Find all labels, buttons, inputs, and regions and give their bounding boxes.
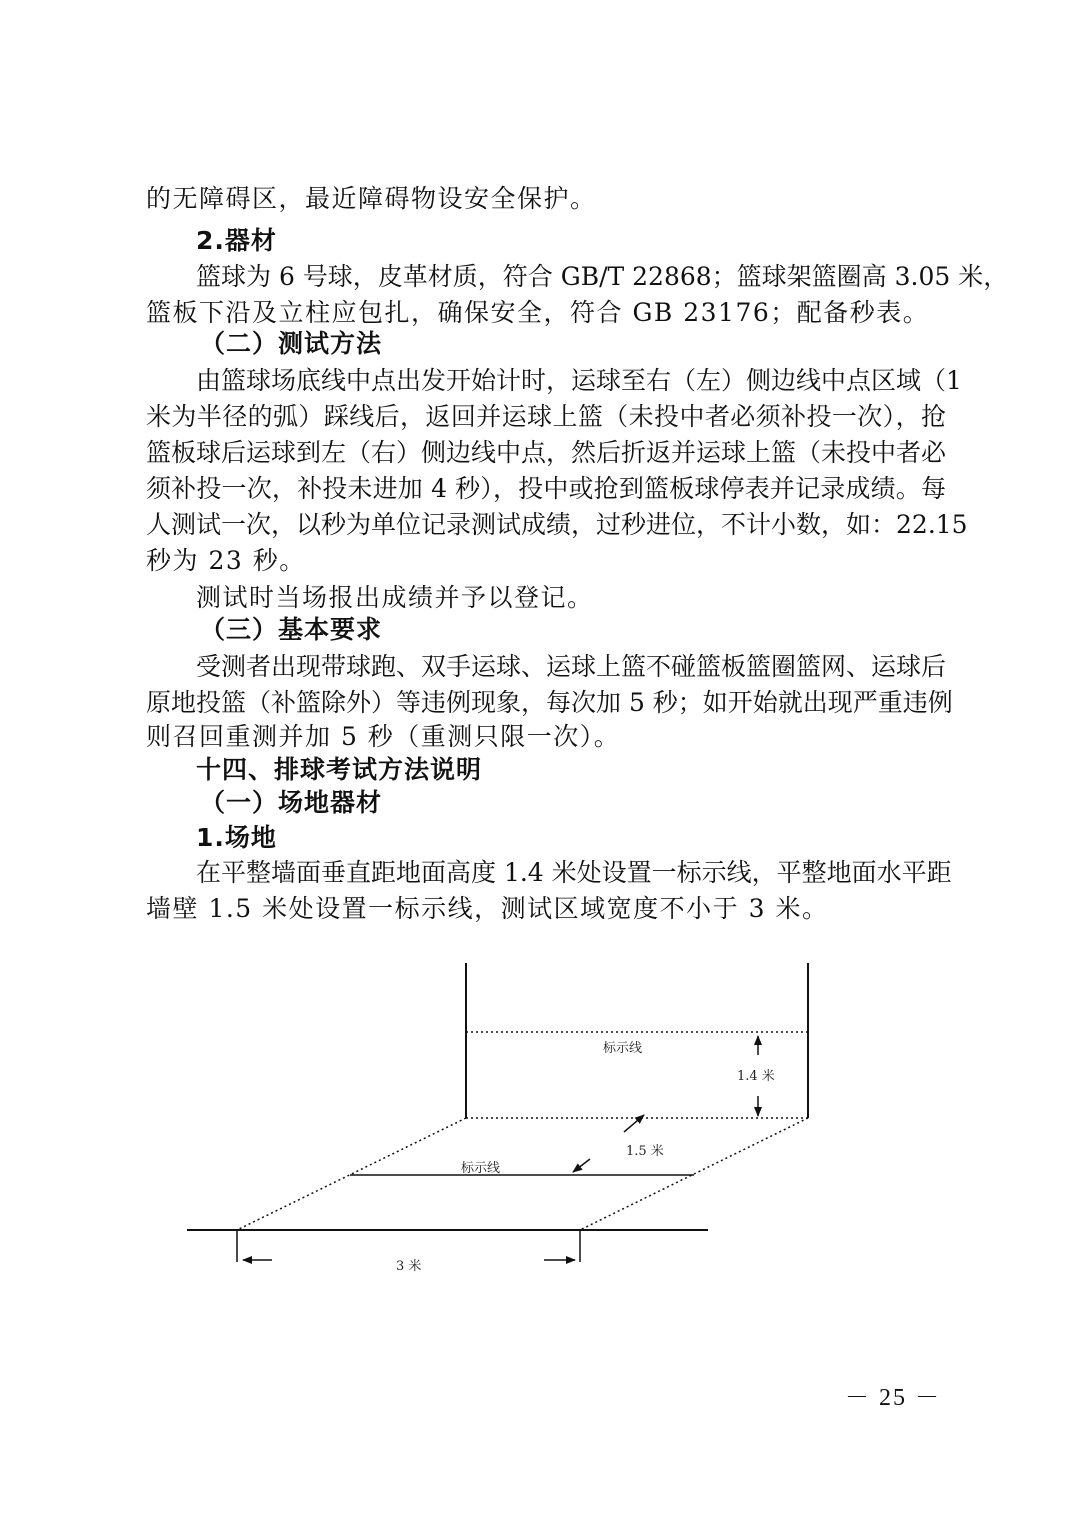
paragraph-line: 篮板球后运球到左（右）侧边线中点，然后折返并运球上篮（未投中者必: [146, 438, 947, 467]
paragraph-line: 篮球为 6 号球，皮革材质，符合 GB/T 22868；篮球架篮圈高 3.05 米，: [196, 262, 1009, 291]
wall-mark-label: 标示线: [603, 1041, 643, 1056]
paragraph-line: 人测试一次，以秒为单位记录测试成绩，过秒进位，不计小数，如：22.15: [146, 510, 968, 539]
paragraph-line: 在平整墙面垂直距地面高度 1.4 米处设置一标示线，平整地面水平距: [196, 858, 952, 887]
section-heading-venue: 1.场地: [196, 823, 277, 852]
section-heading-volleyball: 十四、排球考试方法说明: [196, 755, 483, 784]
distance-label: 1.5 米: [626, 1144, 664, 1159]
section-heading-equipment: 2.器材: [196, 226, 277, 255]
height-label: 1.4 米: [737, 1069, 775, 1084]
paragraph-line: 则召回重测并加 5 秒（重测只限一次）。: [146, 722, 621, 751]
paragraph-line: 受测者出现带球跑、双手运球、运球上篮不碰篮板篮圈篮网、运球后: [196, 652, 947, 681]
paragraph-line: 须补投一次，补投未进加 4 秒），投中或抢到篮板球停表并记录成绩。每: [146, 474, 946, 503]
paragraph-line: 原地投篮（补篮除外）等违例现象，每次加 5 秒；如开始就出现严重违例: [146, 688, 953, 717]
paragraph-continuation: 的无障碍区，最近障碍物设安全保护。: [146, 184, 597, 213]
paragraph-line: 篮板下沿及立柱应包扎，确保安全，符合 GB 23176；配备秒表。: [146, 298, 930, 327]
floor-right-edge: [580, 1118, 808, 1230]
section-heading-venue-equipment: （一）场地器材: [200, 788, 383, 817]
paragraph-line: 秒为 23 秒。: [146, 546, 306, 575]
page-number: － 25 －: [845, 1385, 941, 1411]
paragraph-line: 米为半径的弧）踩线后，返回并运球上篮（未投中者必须补投一次），抢: [146, 402, 946, 431]
paragraph-line: 测试时当场报出成绩并予以登记。: [196, 583, 594, 612]
section-heading-test-method: （二）测试方法: [200, 329, 383, 358]
distance-arrow-lower: [573, 1159, 590, 1172]
floor-mark-label: 标示线: [461, 1161, 501, 1176]
section-heading-basic-requirements: （三）基本要求: [200, 615, 383, 644]
paragraph-line: 墙壁 1.5 米处设置一标示线，测试区域宽度不小于 3 米。: [146, 894, 829, 923]
width-label: 3 米: [396, 1259, 422, 1274]
paragraph-line: 由篮球场底线中点出发开始计时，运球至右（左）侧边线中点区域（1: [196, 366, 962, 395]
floor-left-edge: [237, 1118, 466, 1230]
